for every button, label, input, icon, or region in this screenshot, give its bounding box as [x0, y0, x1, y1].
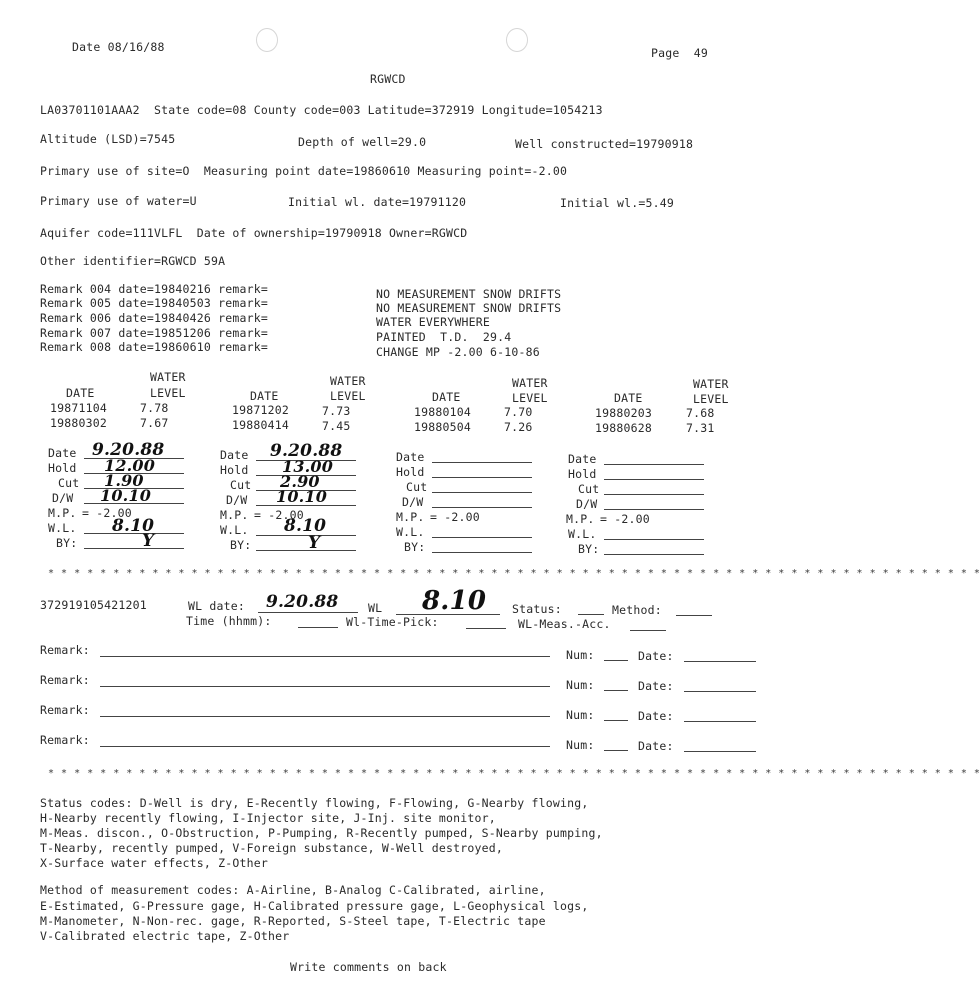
- handwritten-date: 9.20.88: [92, 440, 165, 460]
- hold-field[interactable]: [604, 479, 704, 480]
- num-field[interactable]: [604, 690, 628, 691]
- level-value: 7.45: [322, 419, 351, 433]
- status-codes-line: M-Meas. discon., O-Obstruction, P-Pumping, R-Recently pumped, S-Nearby pumping,: [40, 826, 603, 840]
- other-identifier: Other identifier=RGWCD 59A: [40, 254, 226, 268]
- wl-label: W.L.: [568, 527, 597, 541]
- hold-label: Hold: [396, 465, 425, 479]
- wl-label: W.L.: [48, 521, 77, 535]
- mp-label: M.P.: [566, 512, 595, 526]
- remark-left: Remark 005 date=19840503 remark=: [40, 296, 268, 310]
- date-label: Date: [568, 452, 597, 466]
- cut-label: Cut: [578, 482, 600, 496]
- method-codes-line: E-Estimated, G-Pressure gage, H-Calibrated pressure gage, L-Geophysical logs,: [40, 899, 589, 913]
- remark-field[interactable]: [100, 716, 550, 717]
- level-header: LEVEL: [150, 386, 186, 400]
- wl-meas-acc-label: WL-Meas.-Acc.: [518, 617, 611, 631]
- primary-use-site: Primary use of site=O Measuring point date=19860610 Measuring point=-2.00: [40, 164, 568, 178]
- date-label: Date:: [638, 709, 674, 723]
- page-number: Page 49: [651, 46, 708, 60]
- handwritten-date: 9.20.88: [270, 441, 343, 461]
- date-label: Date: [220, 448, 249, 462]
- time-label: Time (hhmm):: [186, 614, 272, 628]
- hold-label: Hold: [220, 463, 249, 477]
- method-codes-line: Method of measurement codes: A-Airline, B-Analog C-Calibrated, airline,: [40, 883, 546, 897]
- level-date: 19880414: [232, 418, 289, 432]
- wl-date-field[interactable]: [258, 612, 358, 613]
- cut-label: Cut: [230, 478, 252, 492]
- remark-left: Remark 008 date=19860610 remark=: [40, 340, 268, 354]
- date-label: Date:: [638, 679, 674, 693]
- num-field[interactable]: [604, 750, 628, 751]
- time-field[interactable]: [298, 627, 338, 628]
- handwritten-initials: Y: [308, 533, 321, 553]
- remark-text: CHANGE MP -2.00 6-10-86: [376, 345, 540, 359]
- wl-time-pick-field[interactable]: [466, 628, 506, 629]
- punch-hole-left: [256, 28, 278, 52]
- mp-label: M.P.: [220, 508, 249, 522]
- dw-label: D/W: [576, 497, 598, 511]
- hold-label: Hold: [568, 467, 597, 481]
- hold-field[interactable]: [432, 477, 532, 478]
- cut-field[interactable]: [432, 492, 532, 493]
- level-date: 19871202: [232, 403, 289, 417]
- wl-time-pick-label: Wl-Time-Pick:: [346, 615, 439, 629]
- wl-field[interactable]: [432, 537, 532, 538]
- by-label: BY:: [404, 540, 426, 554]
- mp-label: M.P.: [396, 510, 425, 524]
- separator-line: * * * * * * * * * * * * * * * * * * * * * * * * * * * * * * * * * * * * * * * * * * * * * * * * * * * * * * * * * * * * * * * * * * * * * * * *: [48, 568, 980, 579]
- date-header: DATE: [250, 389, 279, 403]
- level-header: LEVEL: [693, 392, 729, 406]
- date-field[interactable]: [604, 464, 704, 465]
- handwritten-dw: 10.10: [100, 486, 152, 505]
- aquifer-code: Aquifer code=111VLFL Date of ownership=19790918 Owner=RGWCD: [40, 226, 468, 240]
- remark-text: WATER EVERYWHERE: [376, 315, 490, 329]
- primary-use-water: Primary use of water=U: [40, 194, 197, 208]
- level-date: 19871104: [50, 401, 107, 415]
- num-label: Num:: [566, 648, 595, 662]
- date-header: DATE: [432, 390, 461, 404]
- wl-meas-acc-field[interactable]: [630, 630, 666, 631]
- by-field[interactable]: [256, 550, 356, 551]
- by-field[interactable]: [432, 552, 532, 553]
- handwritten-wl-date: 9.20.88: [266, 592, 339, 612]
- by-label: BY:: [230, 538, 252, 552]
- handwritten-wl: 8.10: [284, 516, 327, 536]
- altitude: Altitude (LSD)=7545: [40, 132, 176, 146]
- remark-text: PAINTED T.D. 29.4: [376, 330, 512, 344]
- wl-date-label: WL date:: [188, 599, 245, 613]
- footer-note: Write comments on back: [290, 960, 447, 974]
- date-label: Date: [48, 446, 77, 460]
- hold-label: Hold: [48, 461, 77, 475]
- report-date: Date 08/16/88: [72, 40, 165, 54]
- handwritten-cut: 2.90: [280, 472, 320, 491]
- by-field[interactable]: [84, 548, 184, 549]
- date-field[interactable]: [684, 661, 756, 662]
- water-header: WATER: [150, 370, 186, 384]
- mp-value: = -2.00: [430, 510, 480, 524]
- date-header: DATE: [66, 386, 95, 400]
- water-header: WATER: [512, 376, 548, 390]
- remark-left: Remark 004 date=19840216 remark=: [40, 282, 268, 296]
- level-date: 19880203: [595, 406, 652, 420]
- handwritten-initials: Y: [142, 531, 155, 551]
- cut-label: Cut: [406, 480, 428, 494]
- dw-label: D/W: [402, 495, 424, 509]
- method-label: Method:: [612, 603, 662, 617]
- level-date: 19880104: [414, 405, 471, 419]
- remark-label: Remark:: [40, 673, 90, 687]
- remark-field[interactable]: [100, 746, 550, 747]
- method-codes-line: M-Manometer, N-Non-rec. gage, R-Reported, S-Steel tape, T-Electric tape: [40, 914, 546, 928]
- wl-label: W.L.: [220, 523, 249, 537]
- cut-field[interactable]: [604, 494, 704, 495]
- by-field[interactable]: [604, 554, 704, 555]
- dw-field[interactable]: [604, 509, 704, 510]
- remark-text: NO MEASUREMENT SNOW DRIFTS: [376, 301, 562, 315]
- handwritten-wl-value: 8.10: [422, 586, 487, 616]
- level-date: 19880628: [595, 421, 652, 435]
- water-header: WATER: [330, 374, 366, 388]
- level-value: 7.68: [686, 406, 715, 420]
- level-value: 7.73: [322, 404, 351, 418]
- wl-label: WL: [368, 601, 383, 615]
- date-field[interactable]: [684, 691, 756, 692]
- handwritten-dw: 10.10: [276, 487, 328, 506]
- agency-label: RGWCD: [370, 72, 406, 86]
- date-field[interactable]: [432, 462, 532, 463]
- handwritten-cut: 1.90: [104, 471, 144, 490]
- by-label: BY:: [578, 542, 600, 556]
- site-id: 372919105421201: [40, 598, 147, 612]
- well-constructed: Well constructed=19790918: [515, 137, 694, 151]
- handwritten-hold: 13.00: [282, 457, 334, 476]
- cut-label: Cut: [58, 476, 80, 490]
- remark-text: NO MEASUREMENT SNOW DRIFTS: [376, 287, 562, 301]
- num-field[interactable]: [604, 660, 628, 661]
- remark-label: Remark:: [40, 703, 90, 717]
- date-label: Date:: [638, 649, 674, 663]
- num-label: Num:: [566, 678, 595, 692]
- remark-field[interactable]: [100, 656, 550, 657]
- separator-line: * * * * * * * * * * * * * * * * * * * * * * * * * * * * * * * * * * * * * * * * * * * * * * * * * * * * * * * * * * * * * * * * * * * * * * * *: [48, 768, 980, 779]
- remark-left: Remark 006 date=19840426 remark=: [40, 311, 268, 325]
- dw-field[interactable]: [432, 507, 532, 508]
- status-codes-line: Status codes: D-Well is dry, E-Recently flowing, F-Flowing, G-Nearby flowing,: [40, 796, 589, 810]
- date-field[interactable]: [684, 751, 756, 752]
- dw-label: D/W: [52, 491, 74, 505]
- level-value: 7.31: [686, 421, 715, 435]
- remark-label: Remark:: [40, 733, 90, 747]
- level-header: LEVEL: [512, 391, 548, 405]
- date-label: Date:: [638, 739, 674, 753]
- status-codes-line: T-Nearby, recently pumped, V-Foreign substance, W-Well destroyed,: [40, 841, 504, 855]
- status-field[interactable]: [578, 614, 604, 615]
- by-label: BY:: [56, 536, 78, 550]
- mp-value: = -2.00: [600, 512, 650, 526]
- remark-label: Remark:: [40, 643, 90, 657]
- level-value: 7.70: [504, 405, 533, 419]
- level-value: 7.78: [140, 401, 169, 415]
- depth-of-well: Depth of well=29.0: [298, 135, 427, 149]
- mp-label: M.P.: [48, 506, 77, 520]
- well-id-line: LA03701101AAA2 State code=08 County code=003 Latitude=372919 Longitude=1054213: [40, 103, 603, 117]
- num-field[interactable]: [604, 720, 628, 721]
- date-field[interactable]: [684, 721, 756, 722]
- method-field[interactable]: [676, 615, 712, 616]
- dw-label: D/W: [226, 493, 248, 507]
- method-codes-line: V-Calibrated electric tape, Z-Other: [40, 929, 290, 943]
- handwritten-wl: 8.10: [112, 516, 155, 536]
- level-date: 19880302: [50, 416, 107, 430]
- mp-value: = -2.00: [254, 508, 304, 522]
- initial-wl: Initial wl.=5.49: [560, 196, 674, 210]
- remark-field[interactable]: [100, 686, 550, 687]
- status-codes-line: X-Surface water effects, Z-Other: [40, 856, 268, 870]
- handwritten-hold: 12.00: [104, 456, 156, 475]
- status-codes-line: H-Nearby recently flowing, I-Injector site, J-Inj. site monitor,: [40, 811, 496, 825]
- punch-hole-right: [506, 28, 528, 52]
- level-date: 19880504: [414, 420, 471, 434]
- remark-left: Remark 007 date=19851206 remark=: [40, 326, 268, 340]
- num-label: Num:: [566, 738, 595, 752]
- initial-wl-date: Initial wl. date=19791120: [288, 195, 467, 209]
- level-header: LEVEL: [330, 389, 366, 403]
- wl-field[interactable]: [604, 539, 704, 540]
- level-value: 7.26: [504, 420, 533, 434]
- date-header: DATE: [614, 391, 643, 405]
- water-header: WATER: [693, 377, 729, 391]
- num-label: Num:: [566, 708, 595, 722]
- mp-value: = -2.00: [82, 506, 132, 520]
- date-label: Date: [396, 450, 425, 464]
- wl-label: W.L.: [396, 525, 425, 539]
- level-value: 7.67: [140, 416, 169, 430]
- status-label: Status:: [512, 602, 562, 616]
